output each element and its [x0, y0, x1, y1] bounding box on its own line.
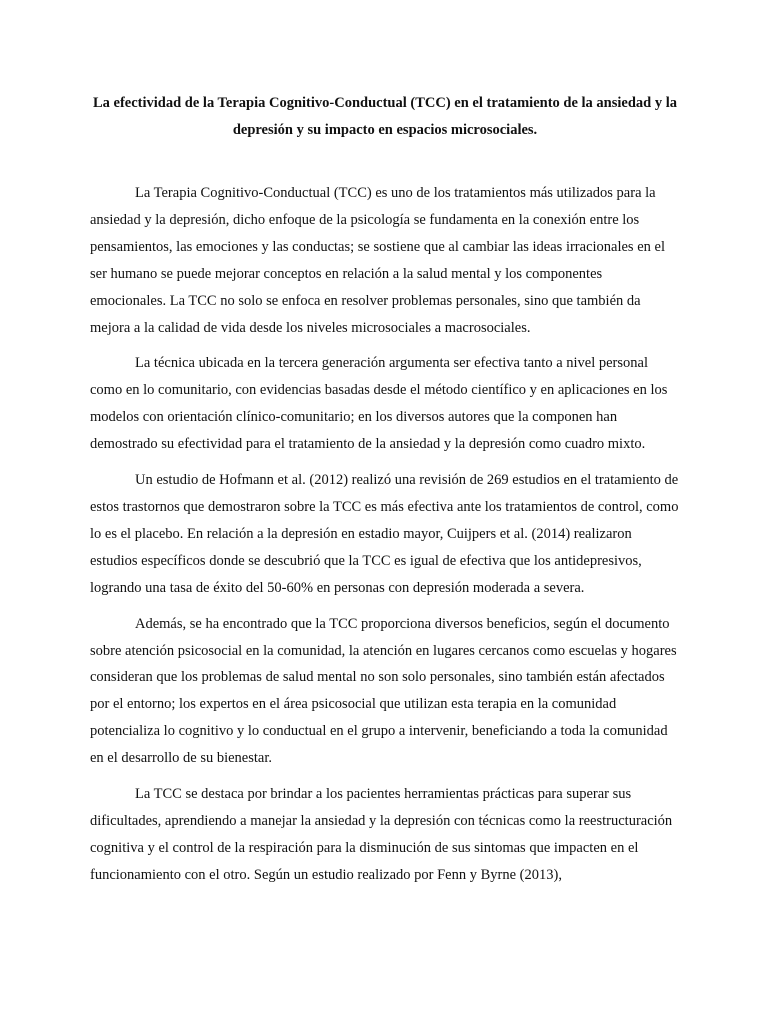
- document-content: [90, 90, 680, 898]
- paragraph-3: Un estudio de Hofmann et al. (2012) realizó una revisión de 269 estudios en el tratamiento de estos trastornos que demostraron sobre la TCC es más efectiva ante los tratamientos de control, como lo es el placebo. En relación a la depresión en estadio mayor, Cuijpers et al. (2014) realizaron estudios específicos donde se descubrió que la TCC es igual de efectiva que los antidepresivos, logrando una tasa de éxito del 50-60% en personas con depresión moderada a severa.: [90, 472, 679, 596]
- paragraph-2: La técnica ubicada en la tercera generación argumenta ser efectiva tanto a nivel personal como en lo comunitario, con evidencias basadas desde el método científico y en aplicaciones en los modelos con orientación clínico-comunitario; en los diversos autores que la componen han demostrado su efectividad para el tratamiento de la ansiedad y la depresión como cuadro mixto.: [90, 355, 668, 453]
- paragraph-4: Además, se ha encontrado que la TCC proporciona diversos beneficios, según el documento sobre atención psicosocial en la comunidad, la atención en lugares cercanos como escuelas y hogares consideran que los problemas de salud mental no son solo personales, sino también están afectados por el entorno; los expertos en el área psicosocial que utilizan esta terapia en la comunidad potencializa lo cognitivo y lo conductual en el grupo a intervenir, beneficiando a toda la comunidad en el desarrollo de su bienestar.: [90, 615, 677, 767]
- document-title: La efectividad de la Terapia Cognitivo-Conductual (TCC) en el tratamiento de la ansiedad y la depresión y su impacto en espacios microsociales.: [92, 95, 678, 138]
- paragraph-1: La Terapia Cognitivo-Conductual (TCC) es uno de los tratamientos más utilizados para la ansiedad y la depresión, dicho enfoque de la psicología se fundamenta en la conexión entre los pensamientos, las emociones y las conductas; se sostiene que al cambiar las ideas irracionales en el ser humano se puede mejorar conceptos en relación a la salud mental y los componentes emocionales. La TCC no solo se enfoca en resolver problemas personales, sino que también da mejora a la calidad de vida desde los niveles microsociales a macrosociales.: [90, 185, 665, 336]
- document-body: [90, 180, 680, 889]
- paragraph-5: La TCC se destaca por brindar a los pacientes herramientas prácticas para superar sus dificultades, aprendiendo a manejar la ansiedad y la depresión con técnicas como la reestructuración cognitiva y el control de la respiración para la disminución de sus sintomas que impacten en el funcionamiento con el otro. Según un estudio realizado por Fenn y Byrne (2013),: [90, 786, 673, 883]
